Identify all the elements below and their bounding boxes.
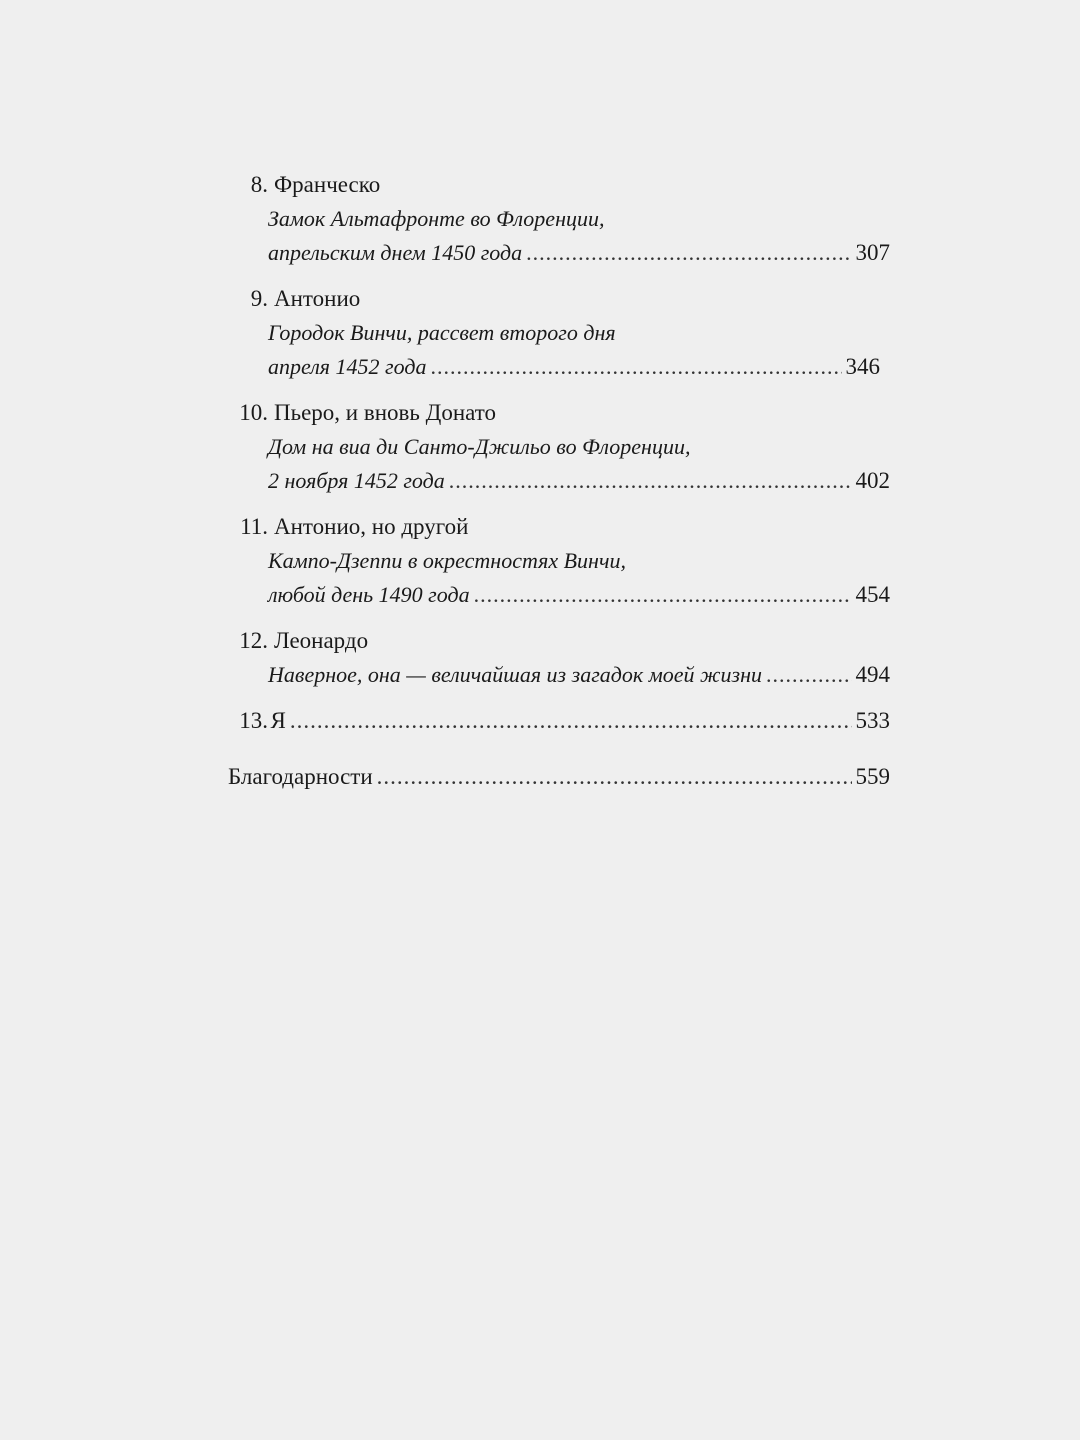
chapter-subtitle-line <box>228 236 890 270</box>
chapter-subtitle: Замок Альтафронте во Флоренции, <box>268 206 605 231</box>
chapter-title: Пьеро, и вновь Донато <box>274 400 496 425</box>
toc-entry <box>228 624 890 692</box>
chapter-number: 8. <box>250 172 268 197</box>
chapter-subtitle-line <box>228 316 890 350</box>
table-of-contents <box>228 168 890 794</box>
dot-leader <box>474 578 852 612</box>
chapter-subtitle: Наверное, она — величайшая из загадок моей жизни <box>268 662 762 687</box>
chapter-subtitle: апрельским днем 1450 года <box>268 240 523 265</box>
chapter-subtitle: Городок Винчи, рассвет второго дня <box>268 320 616 345</box>
chapter-subtitle-line <box>228 578 890 612</box>
chapter-subtitle: любой день 1490 года <box>268 582 470 607</box>
toc-entry <box>228 396 890 498</box>
dot-leader <box>526 236 851 270</box>
dot-leader <box>430 350 841 384</box>
page-number: 346 <box>845 354 880 379</box>
chapter-title: Я <box>270 708 286 733</box>
chapter-number: 12. <box>239 628 268 653</box>
page-number: 494 <box>855 662 890 687</box>
toc-acknowledgements-heading <box>228 760 890 794</box>
chapter-subtitle: апреля 1452 года <box>268 354 427 379</box>
toc-entry <box>228 282 890 384</box>
toc-chapter-heading <box>228 704 890 738</box>
dot-leader <box>290 704 852 738</box>
dot-leader <box>377 760 852 794</box>
toc-entry <box>228 704 890 738</box>
page-number: 402 <box>855 468 890 493</box>
toc-entry <box>228 510 890 612</box>
page-number: 307 <box>855 240 890 265</box>
chapter-subtitle-line <box>228 658 890 692</box>
chapter-number: 13. <box>239 708 268 733</box>
chapter-title: Леонардо <box>274 628 369 653</box>
chapter-subtitle: Дом на виа ди Санто-Джильо во Флоренции, <box>268 434 691 459</box>
page-number: 533 <box>855 708 890 733</box>
dot-leader <box>449 464 852 498</box>
page-number: 559 <box>855 764 890 789</box>
dot-leader <box>766 658 852 692</box>
toc-chapter-heading <box>228 396 890 430</box>
chapter-number: 11. <box>240 514 268 539</box>
toc-chapter-heading <box>228 510 890 544</box>
chapter-subtitle-line <box>228 430 890 464</box>
chapter-title: Антонио <box>274 286 361 311</box>
acknowledgements-title: Благодарности <box>228 764 373 789</box>
chapter-subtitle-line <box>228 544 890 578</box>
page-number: 454 <box>855 582 890 607</box>
chapter-subtitle-line <box>228 464 890 498</box>
toc-chapter-heading <box>228 282 890 316</box>
toc-chapter-heading <box>228 624 890 658</box>
chapter-subtitle: Кампо-Дзеппи в окрестностях Винчи, <box>268 548 626 573</box>
toc-entry <box>228 168 890 270</box>
toc-chapter-heading <box>228 168 890 202</box>
chapter-subtitle-line <box>228 350 890 384</box>
chapter-subtitle: 2 ноября 1452 года <box>268 468 445 493</box>
chapter-number: 9. <box>250 286 268 311</box>
chapter-subtitle-line <box>228 202 890 236</box>
chapter-title: Антонио, но другой <box>274 514 469 539</box>
chapter-number: 10. <box>239 400 268 425</box>
toc-entry-acknowledgements <box>228 760 890 794</box>
chapter-title: Франческо <box>274 172 381 197</box>
